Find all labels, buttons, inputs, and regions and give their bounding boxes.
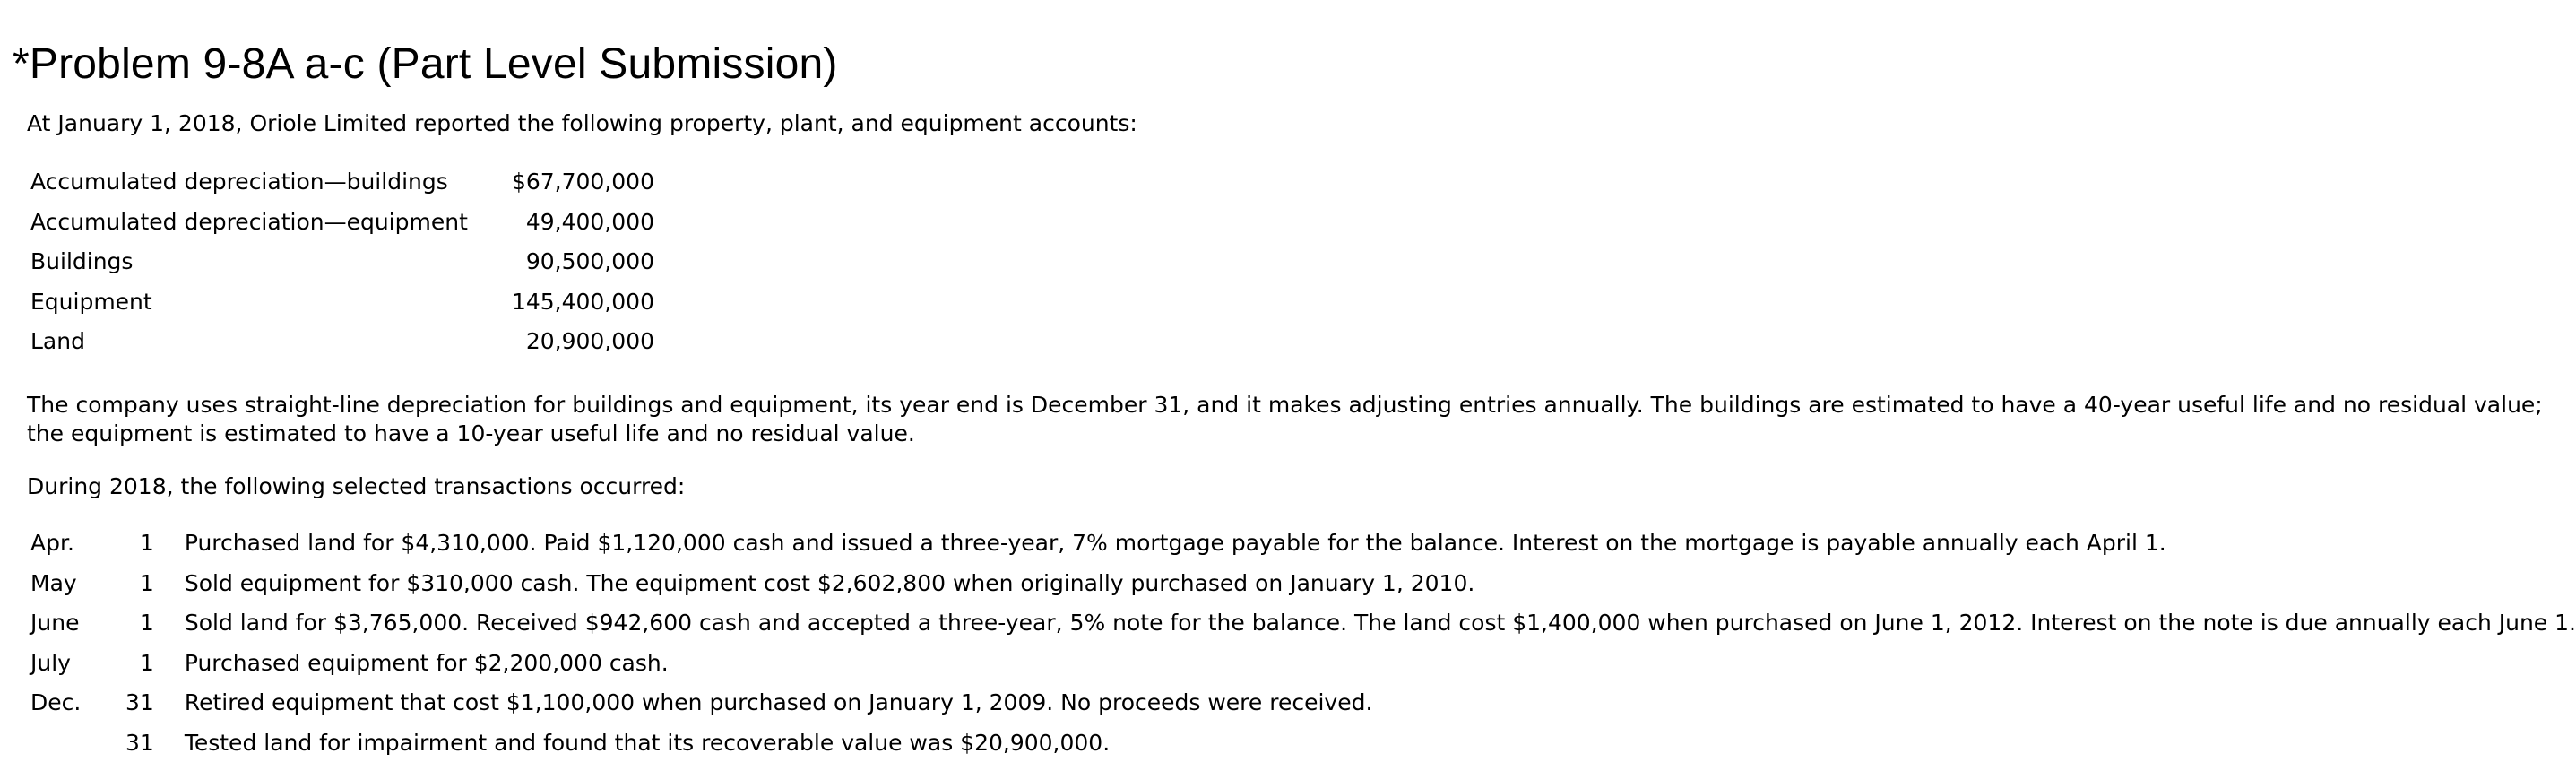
transaction-day: 1 [139,569,154,596]
account-name: Accumulated depreciation—buildings [30,169,448,195]
account-amount: 90,500,000 [525,248,654,275]
account-row [30,162,654,203]
transaction-row [30,683,2576,723]
account-name: Buildings [30,248,134,275]
account-amount: 49,400,000 [525,208,654,235]
transaction-row [30,524,2576,564]
account-row [30,242,654,282]
page-title: *Problem 9-8A a-c (Part Level Submission) [13,40,838,88]
transaction-month: May [30,569,77,596]
account-row [30,203,654,243]
depreciation-policy-text: The company uses straight-line depreciation for buildings and equipment, its year end is December 31, and it makes adjusting entries annually. The buildings are estimated to have a 40-year useful life and no residual value; the equipment is estimated to have a 10-year useful life and no residual value. [27,392,2543,446]
transaction-day: 1 [139,610,154,637]
transaction-row [30,723,2576,764]
accounts-table [30,162,654,362]
transaction-day: 1 [139,649,154,676]
account-name: Equipment [30,288,152,315]
transaction-row [30,564,2576,604]
transaction-description: Sold equipment for $310,000 cash. The equipment cost $2,602,800 when originally purchased on January 1, 2010. [184,569,1475,596]
account-amount: $67,700,000 [511,169,654,195]
transactions-intro-text: During 2018, the following selected transactions occurred: [27,473,686,499]
account-name: Accumulated depreciation—equipment [30,208,468,235]
account-name: Land [30,328,85,355]
intro-text: At January 1, 2018, Oriole Limited reported the following property, plant, and equipment accounts: [27,110,1137,136]
transaction-row [30,644,2576,684]
transaction-month: July [30,649,71,676]
transaction-row [30,603,2576,644]
transactions-table [30,524,2576,763]
transaction-day: 1 [139,530,154,557]
transaction-description: Sold land for $3,765,000. Received $942,600 cash and accepted a three-year, 5% note for the balance. The land cost $1,400,000 when purchased on June 1, 2012. Interest on the note is due annually each June 1. [184,610,2576,637]
transaction-description: Tested land for impairment and found that its recoverable value was $20,900,000. [184,729,1111,756]
transaction-description: Retired equipment that cost $1,100,000 when purchased on January 1, 2009. No proceeds were received. [184,689,1373,716]
account-row [30,322,654,362]
transaction-description: Purchased land for $4,310,000. Paid $1,120,000 cash and issued a three-year, 7% mortgage payable for the balance. Interest on the mortgage is payable annually each April 1. [184,530,2166,557]
transaction-month: Apr. [30,530,74,557]
transaction-month [30,723,94,764]
transaction-day: 31 [125,689,154,716]
transaction-month: June [30,610,80,637]
account-amount: 145,400,000 [511,288,654,315]
transaction-day: 31 [125,729,154,756]
account-amount: 20,900,000 [525,328,654,355]
transaction-description: Purchased equipment for $2,200,000 cash. [184,649,669,676]
transaction-month: Dec. [30,689,82,716]
account-row [30,282,654,323]
